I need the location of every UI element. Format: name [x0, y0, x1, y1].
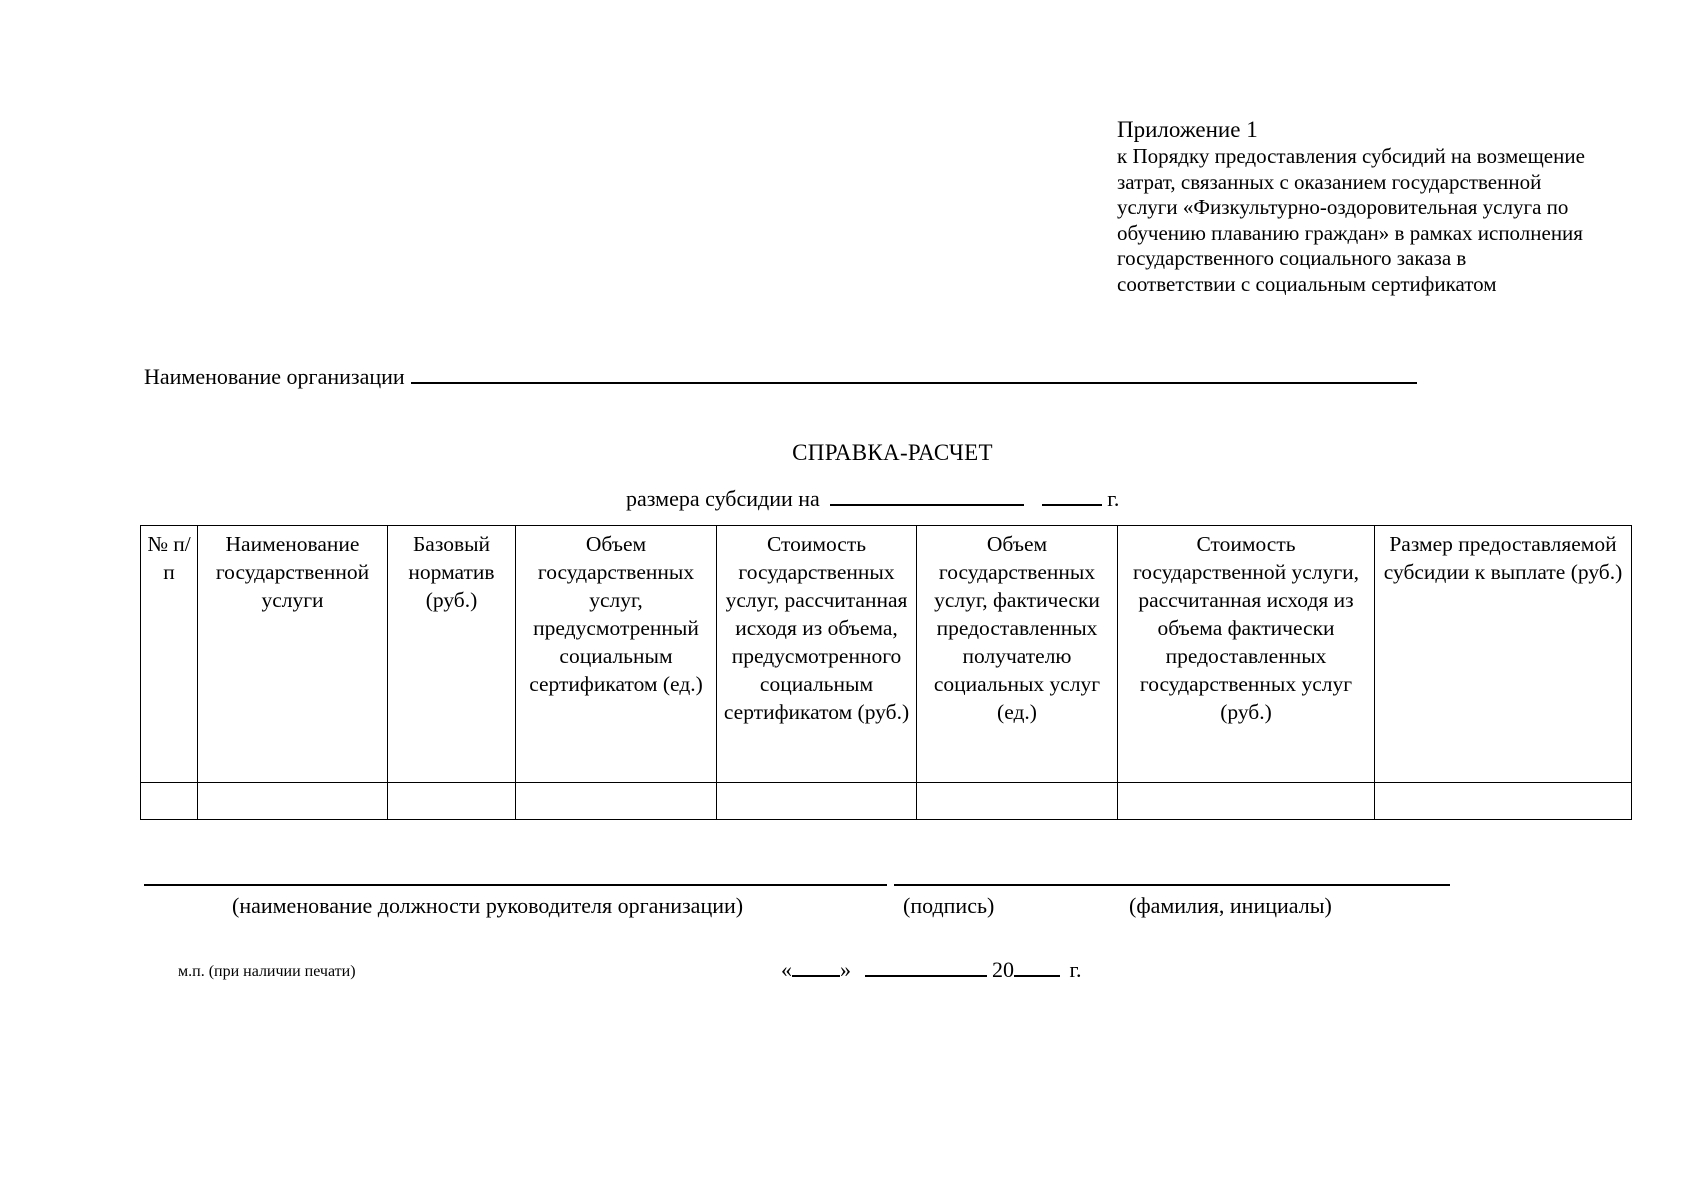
appendix-line: обучению плаванию граждан» в рамках исполнения — [1117, 220, 1583, 245]
year-prefix: 20 — [992, 957, 1014, 982]
date-line — [781, 955, 1082, 983]
header-planned-volume: Объем государственных услуг, предусмотренный социальным сертификатом (ед.) — [516, 526, 717, 783]
header-base-norm: Базовый норматив (руб.) — [388, 526, 516, 783]
appendix-line: затрат, связанных с оказанием государственной — [1117, 169, 1542, 194]
appendix-line: к Порядку предоставления субсидий на возмещение — [1117, 144, 1585, 168]
header-service-name: Наименование государственной услуги — [198, 526, 388, 783]
signature-caption: (подпись) — [903, 893, 995, 918]
table-cell[interactable] — [717, 783, 917, 820]
signature-name-line[interactable] — [894, 884, 1450, 886]
table-cell[interactable] — [1375, 783, 1632, 820]
period-field[interactable] — [830, 484, 1024, 506]
document-subtitle — [626, 484, 1119, 512]
table-cell[interactable] — [388, 783, 516, 820]
header-actual-cost: Стоимость государственной услуги, рассчитанная исходя из объема фактически предоставленных государственных услуг (руб.) — [1118, 526, 1375, 783]
organization-name-field[interactable] — [411, 360, 1417, 384]
header-actual-volume: Объем государственных услуг, фактически предоставленных получателю социальных услуг (ед.) — [917, 526, 1118, 783]
appendix-line: услуги «Физкультурно-оздоровительная услуга по — [1117, 195, 1569, 219]
table-row — [141, 783, 1632, 820]
name-caption: (фамилия, инициалы) — [1129, 893, 1332, 918]
subtitle-suffix: г. — [1107, 486, 1120, 511]
header-row-number: № п/п — [141, 526, 198, 783]
header-planned-cost: Стоимость государственных услуг, рассчитанная исходя из объема, предусмотренного социальным сертификатом (руб.) — [717, 526, 917, 783]
date-close-quote: » — [840, 957, 851, 982]
organization-name-row — [144, 360, 1417, 390]
table-cell[interactable] — [198, 783, 388, 820]
organization-name-label: Наименование организации — [144, 364, 405, 389]
table-cell[interactable] — [917, 783, 1118, 820]
year-suffix: г. — [1069, 957, 1082, 982]
day-field[interactable] — [792, 955, 840, 977]
subtitle-prefix: размера субсидии на — [626, 486, 820, 511]
table-cell[interactable] — [141, 783, 198, 820]
appendix-line: государственного социального заказа в — [1117, 246, 1467, 270]
appendix-title: Приложение 1 — [1117, 117, 1258, 142]
stamp-note: м.п. (при наличии печати) — [178, 963, 356, 980]
header-subsidy-amount: Размер предоставляемой субсидии к выплате (руб.) — [1375, 526, 1632, 783]
month-field[interactable] — [865, 955, 987, 977]
year-field[interactable] — [1042, 484, 1102, 506]
calculation-table — [140, 525, 1632, 820]
table-cell[interactable] — [516, 783, 717, 820]
position-signature-line[interactable] — [144, 884, 887, 886]
table-cell[interactable] — [1118, 783, 1375, 820]
appendix-block — [1117, 116, 1657, 297]
appendix-line: соответствии с социальным сертификатом — [1117, 271, 1497, 296]
position-caption: (наименование должности руководителя организации) — [232, 893, 744, 918]
document-title: СПРАВКА-РАСЧЕТ — [792, 440, 993, 465]
year-digits-field[interactable] — [1014, 955, 1060, 977]
table-header-row — [141, 526, 1632, 783]
date-open-quote: « — [781, 957, 792, 982]
